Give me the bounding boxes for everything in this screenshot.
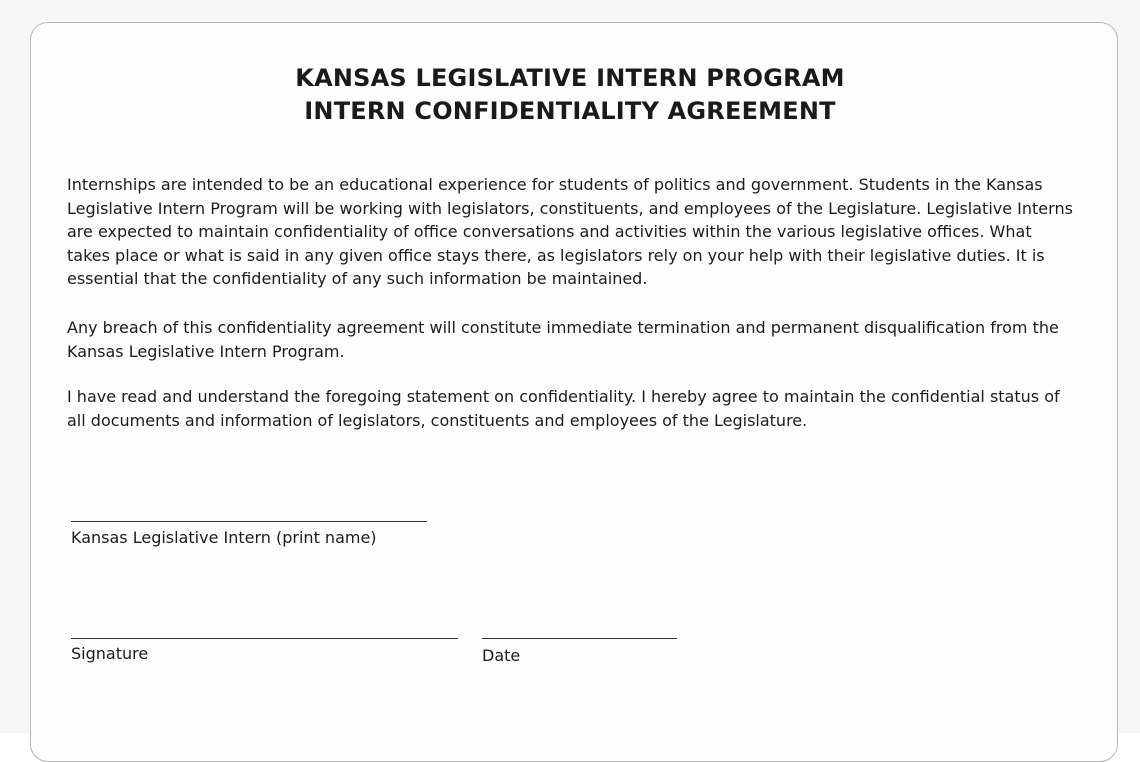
print-name-line[interactable] xyxy=(71,521,427,522)
intro-paragraph: Internships are intended to be an educational experience for students of politics and government. Students in the Kansas Legislative Intern Program will be working with legislators, constituents, and employees of the Legislature. Legislative Interns are expected to maintain confidentiality of office conversations and activities within the various legislative offices. What takes place or what is said in any given office stays there, as legislators rely on your help with their legislative duties. It is essential that the confidentiality of any such information be maintained. xyxy=(67,175,1073,288)
acknowledgement-paragraph: I have read and understand the foregoing statement on confidentiality. I hereby agree to maintain the confidential status of all documents and information of legislators, constituents and employees of the Legislature. xyxy=(67,387,1060,430)
signature-line[interactable] xyxy=(71,638,458,639)
date-label: Date xyxy=(482,646,521,665)
signature-label: Signature xyxy=(71,644,149,663)
date-line[interactable] xyxy=(482,638,677,639)
breach-paragraph: Any breach of this confidentiality agreement will constitute immediate termination and permanent disqualification from the Kansas Legislative Intern Program. xyxy=(67,318,1059,361)
agreement-title: INTERN CONFIDENTIALITY AGREEMENT xyxy=(304,97,836,125)
print-name-label: Kansas Legislative Intern (print name) xyxy=(71,528,377,547)
program-title: KANSAS LEGISLATIVE INTERN PROGRAM xyxy=(295,64,845,92)
